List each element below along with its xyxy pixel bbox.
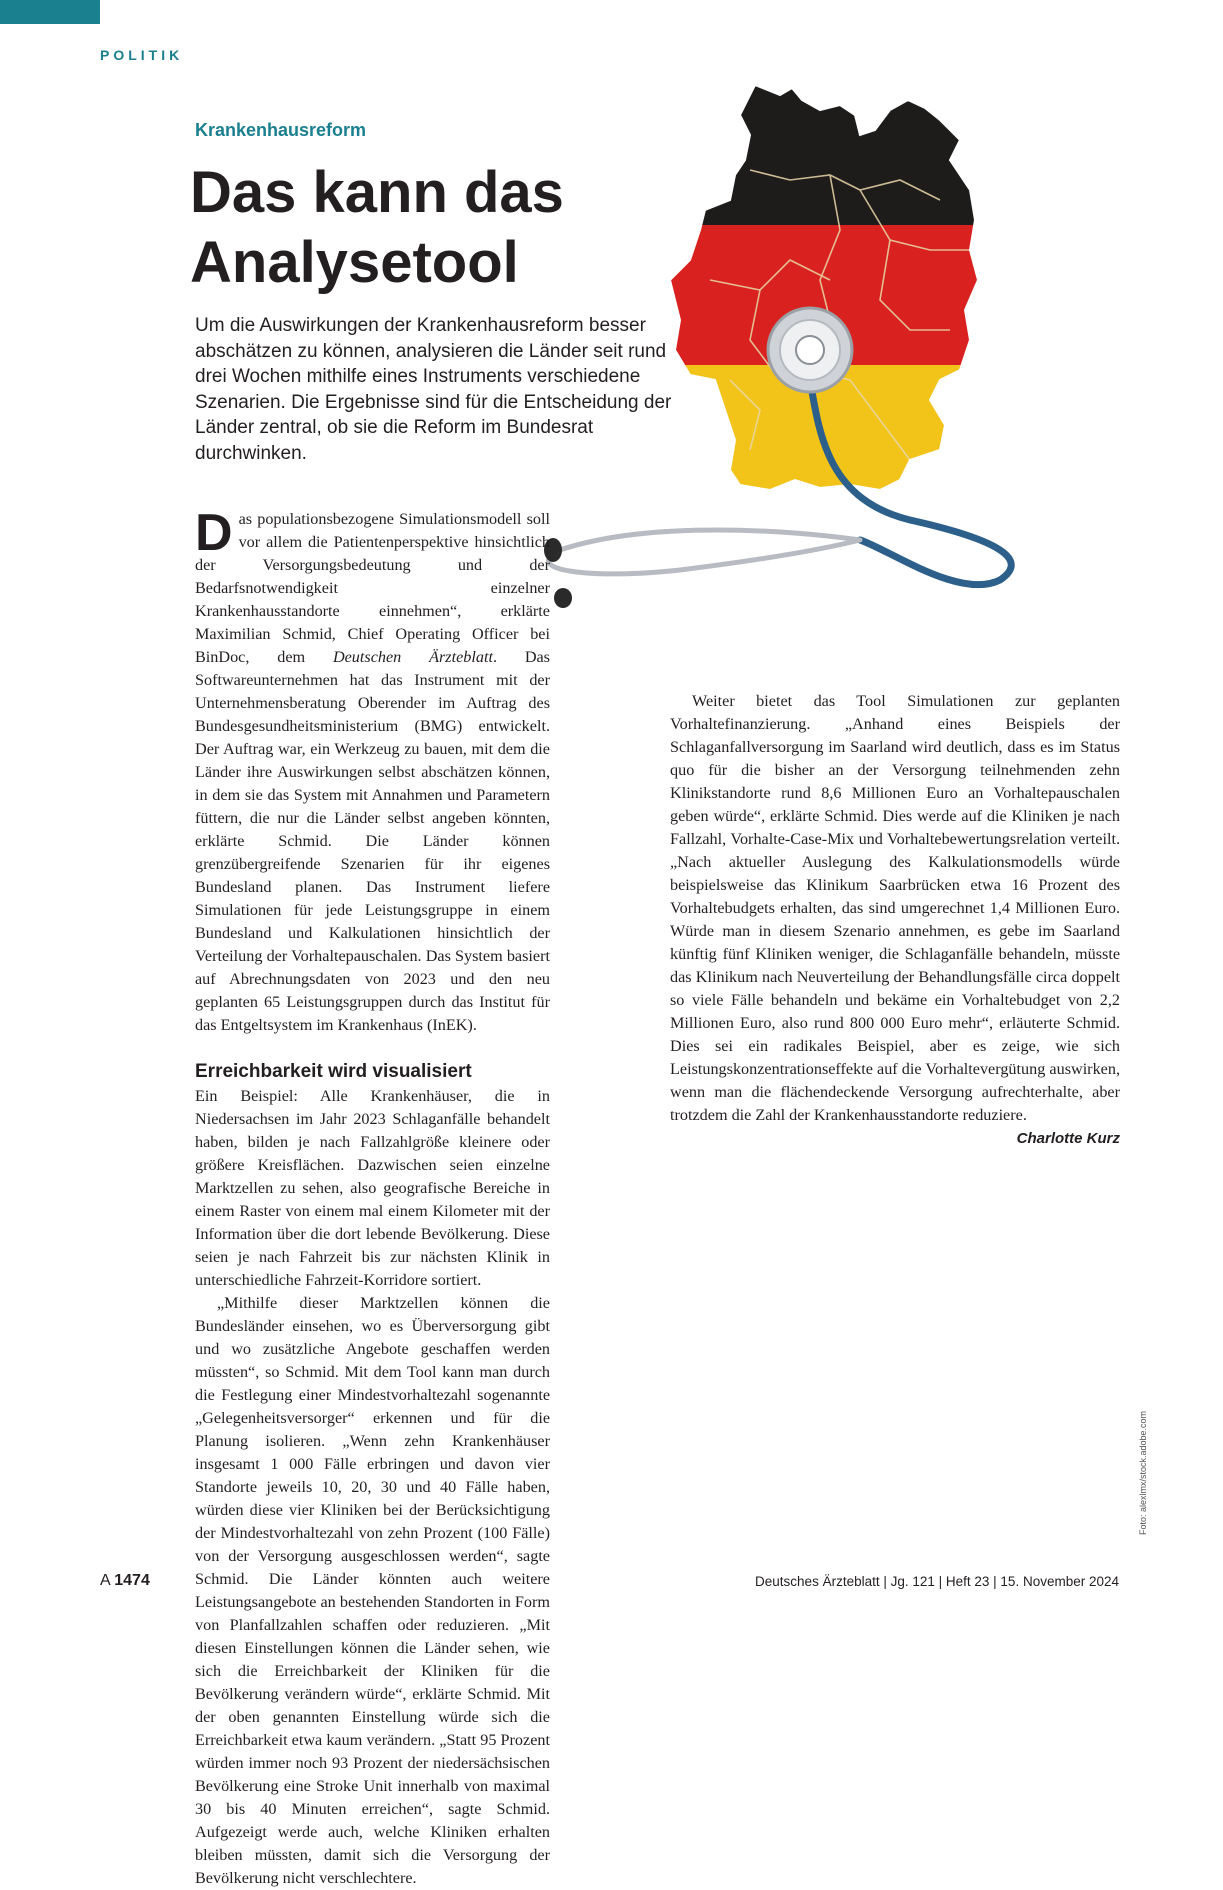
- publication-info: Deutsches Ärzteblatt | Jg. 121 | Heft 23 | 15. November 2024: [755, 1574, 1119, 1589]
- germany-stethoscope-image: [530, 80, 1090, 650]
- drop-cap: D: [195, 504, 233, 562]
- author-byline: Charlotte Kurz: [1016, 1130, 1120, 1147]
- section-label: POLITIK: [100, 47, 184, 63]
- article-column-left: [195, 504, 550, 1887]
- article-paragraph: Das populationsbezogene Simulationsmodell soll vor allem die Patientenperspektive hinsichtlich der Versorgungsbedeutung und der Bedarfsnotwendigkeit einzelner Krankenhausstandorte einnehmen“, erklärte Maximilian Schmid, Chief Operating Officer bei BinDoc, dem Deutschen Ärzteblatt. Das Softwareunternehmen hat das Instrument mit der Unternehmensberatung Oberender im Auftrag des Bundesgesundheitsministerium (BMG) entwickelt. Der Auftrag war, ein Werkzeug zu bauen, mit dem die Länder ihre Auswirkungen selbst abschätzen können, in dem sie das System mit Annahmen und Parametern füttern, die nur die Länder selbst angeben könnten, erklärte Schmid. Die Länder können grenzübergreifende Szenarien für ihr eigenes Bundesland planen. Das Instrument liefere Simulationen für jede Leistungsgruppe in einem Bundesland und Kalkulationen hinsichtlich der Verteilung der Vorhaltepauschalen. Das System basiert auf Abrechnungsdaten von 2023 und den neu geplanten 65 Leistungsgruppen durch das Institut für das Entgeltsystem im Krankenhaus (InEK).: [195, 504, 550, 1034]
- article-paragraph: Ein Beispiel: Alle Krankenhäuser, die in Niedersachsen im Jahr 2023 Schlaganfälle behandelt haben, bilden je nach Fallzahlgröße kleinere oder größere Kreisflächen. Dazwischen seien einzelne Marktzellen zu sehen, also geografische Bereiche in einem Raster von einem mal einem Kilometer mit der Information über die dort lebende Bevölkerung. Diese seien je nach Fahrzeit bis zur nächsten Klinik in unterschiedliche Fahrzeit-Korridore sortiert.: [195, 1087, 550, 1289]
- publication-name: Deutschen Ärzteblatt: [332, 648, 493, 666]
- page-number: A 1474: [100, 1572, 150, 1589]
- article-paragraph: Weiter bietet das Tool Simulationen zur geplanten Vorhaltefinanzierung. „Anhand eines Beispiels der Schlaganfallversorgung im Saarland wird deutlich, dass es im Status quo für die bisher an der Versorgung teilnehmenden zehn Klinikstandorte rund 8,6 Millionen Euro an Vorhaltepauschalen geben würde“, erklärte Schmid. Dies werde auf die Kliniken je nach Fallzahl, Vorhalte-Case-Mix und Vorhaltebewertungsrelation verteilt. „Nach aktueller Auslegung des Kalkulationsmodells würde beispielsweise das Klinikum Saarbrücken etwa 16 Prozent des Vorhaltebudgets erhalten, das sind umgerechnet 1,4 Millionen Euro. Würde man in diesem Szenario annehmen, es gebe im Saarland künftig fünf Kliniken weniger, die Schlaganfälle behandeln, müsste das Klinikum nach Neuverteilung der Behandlungsfälle circa doppelt so viele Fälle behandeln und bekäme ein Vorhaltebudget von 2,2 Millionen Euro, also rund 800 000 Euro mehr“, erläuterte Schmid. Dies sei ein radikales Beispiel, aber es zeige, wie sich Leistungskonzentrationseffekte auf die Vorhaltevergütung auswirken, wenn man die flächendeckende Versorgung aufrechterhalte, aber trotzdem die Zahl der Krankenhausstandorte reduziere.: [670, 692, 1120, 1124]
- article-column-right: [670, 690, 1120, 1150]
- article-subhead: Erreichbarkeit wird visualisiert: [195, 1061, 472, 1082]
- article-kicker: Krankenhausreform: [195, 120, 367, 140]
- photo-credit: Foto: alexlmx/stock.adobe.com: [1138, 1410, 1148, 1535]
- article-title: Das kann das Analysetool: [190, 160, 564, 295]
- article-paragraph: „Mithilfe dieser Marktzellen können die Bundesländer einsehen, wo es Überversorgung gibt und wo zusätzliche Angebote geschaffen werden müssten“, so Schmid. Mit dem Tool kann man durch die Festlegung einer Mindestvorhaltezahl sogenannte „Gelegenheitsversorger“ erkennen und für die Planung isolieren. „Wenn zehn Krankenhäuser insgesamt 1 000 Fälle erbringen und davon vier Standorte jeweils 10, 20, 30 und 40 Fälle haben, würden diese vier Kliniken bei der Berücksichtigung der Mindestvorhaltezahl von zehn Prozent (100 Fälle) von der Versorgung ausgeschlossen werden“, sagte Schmid. Die Länder könnten auch weitere Leistungsangebote an bestehenden Standorten in Form von Planfallzahlen schaffen oder reduzieren. „Mit diesen Einstellungen können die Länder sehen, wie sich die Erreichbarkeit der Kliniken für die Bevölkerung verändern würde“, erklärte Schmid. Mit der oben genannten Einstellung würde sich die Erreichbarkeit etwa kaum verändern. „Statt 95 Prozent würden immer noch 93 Prozent der niedersächsischen Bevölkerung eine Stroke Unit innerhalb von maximal 30 bis 40 Minuten erreichen“, sagte Schmid. Aufgezeigt werde auch, welche Kliniken erhalten bleiben müssten, damit sich die Versorgung der Bevölkerung nicht verschlechtere.: [195, 1294, 550, 1887]
- article-lead: Um die Auswirkungen der Krankenhausreform besser abschätzen zu können, analysieren die Länder seit rund drei Wochen mithilfe eines Instruments verschiedene Szenarien. Die Ergebnisse sind für die Entscheidung der Länder zentral, ob sie die Reform im Bundesrat durchwinken.: [195, 315, 672, 464]
- section-color-bar: [0, 0, 100, 24]
